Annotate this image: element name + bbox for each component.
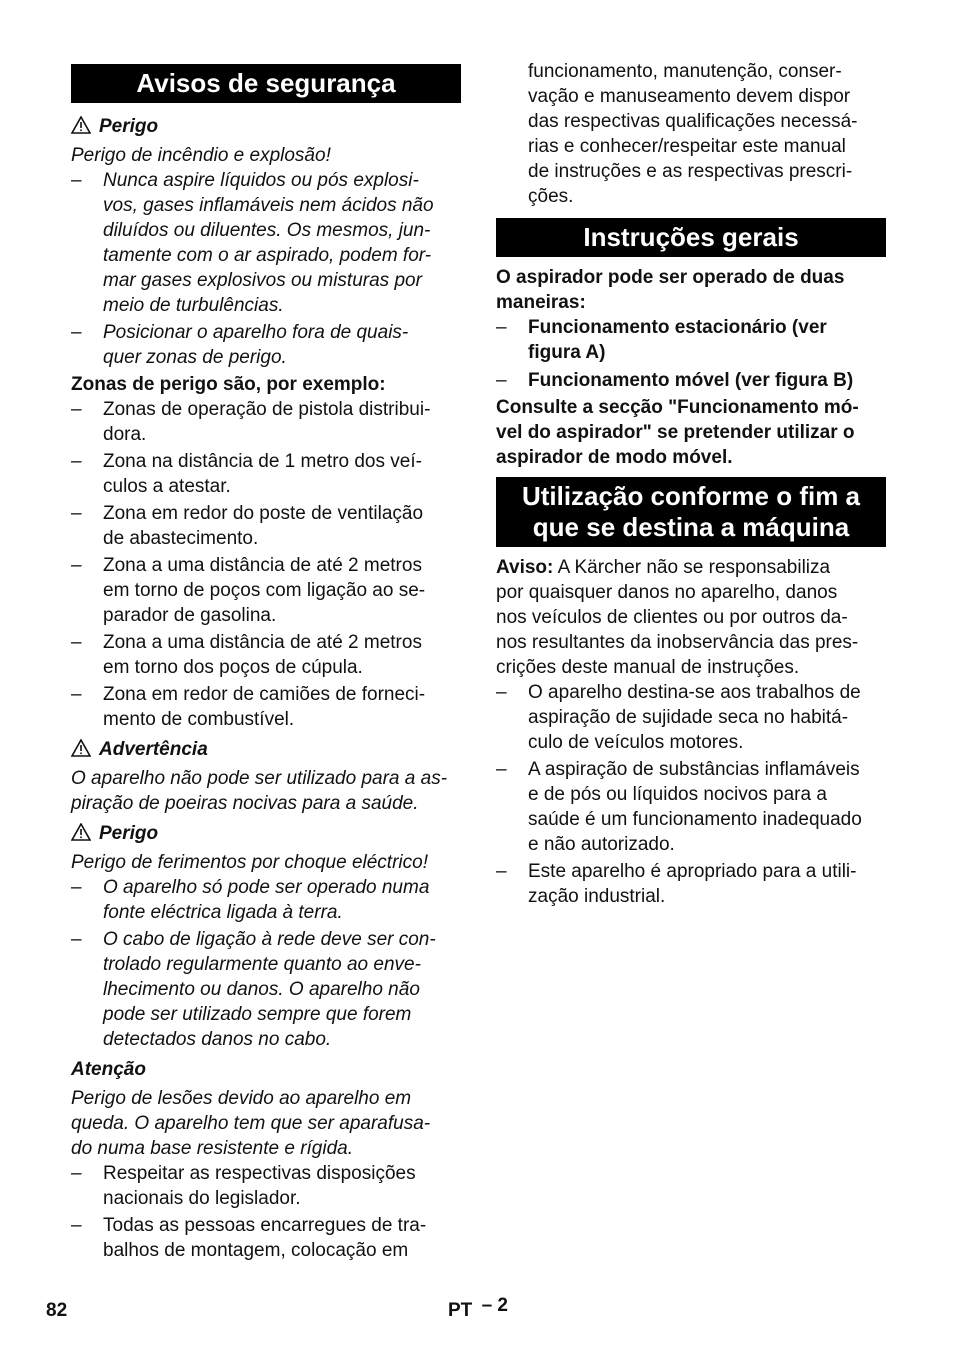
list-item: – Zona na distância de 1 metro dos veí- culos a atestar.	[71, 451, 422, 497]
attention-text: Perigo de lesões devido ao aparelho em queda. O aparelho tem que ser aparafusa- do numa base resistente e rígida.	[71, 1088, 431, 1159]
list-item: – Nunca aspire líquidos ou pós explosi- vos, gases inflamáveis nem ácidos não diluídos ou diluentes. Os mesmos, jun- tamente com o ar aspirado, podem for- mar gases explosivos ou misturas por meio de turbulências.	[71, 170, 434, 316]
warning-label: Perigo	[99, 823, 159, 844]
zones-title: Zonas de perigo são, por exemplo:	[71, 374, 386, 395]
use-list	[496, 680, 886, 909]
footer-language	[448, 1295, 508, 1323]
attention-label: Atenção	[71, 1059, 146, 1080]
warning-text: Perigo de ferimentos por choque eléctrico!	[71, 852, 428, 873]
section-heading-general: Instruções gerais	[496, 218, 886, 257]
page-number: 82	[46, 1300, 68, 1321]
dash-marker: –	[71, 322, 82, 343]
aviso-paragraph: Aviso: A Kärcher não se responsabiliza por quaisquer danos no aparelho, danos nos veículos de clientes ou por outros da- nos resultantes da inobservância das pres- crições deste manual de instruções.	[496, 557, 859, 678]
warning-label: Perigo	[99, 116, 159, 137]
list-item: – Zona em redor do poste de ventilação de abastecimento.	[71, 503, 424, 549]
list-item: – Zona a uma distância de até 2 metros em torno de poços com ligação ao se- parador de gasolina.	[71, 555, 426, 626]
warning-triangle-icon	[71, 739, 91, 757]
bullet-list	[71, 875, 461, 1052]
list-item: – Zonas de operação de pistola distribui- dora.	[71, 399, 431, 445]
bullet-list	[71, 168, 461, 370]
warning-triangle-icon	[71, 116, 91, 134]
sub-page: – 2	[481, 1295, 508, 1316]
zones-list	[71, 397, 461, 732]
list-item: – Respeitar as respectivas disposições nacionais do legislador.	[71, 1163, 416, 1209]
warning-text: O aparelho não pode ser utilizado para a as- piração de poeiras nocivas para a saúde.	[71, 768, 448, 814]
language-code: PT	[448, 1300, 473, 1321]
warning-label: Advertência	[99, 739, 208, 760]
list-item: – Este aparelho é apropriado para a utili- zação industrial.	[496, 861, 857, 907]
warning-triangle-icon	[71, 823, 91, 841]
list-item: – O aparelho destina-se aos trabalhos de aspiração de sujidade seca no habitá- culo de veículos motores.	[496, 682, 861, 753]
list-item: – Funcionamento estacionário (ver figura A)	[496, 317, 827, 363]
section-heading-safety: Avisos de segurança	[71, 64, 461, 103]
warning-text: Perigo de incêndio e explosão!	[71, 145, 331, 166]
left-column	[71, 0, 461, 1263]
continued-text: funcionamento, manutenção, conser- vação e manuseamento devem dispor das respectivas qualificações necessá- rias e conhecer/respeitar este manual de instruções e as respectivas prescri- ções.	[528, 61, 858, 207]
list-item: – Posicionar o aparelho fora de quais- quer zonas de perigo.	[71, 322, 409, 368]
warning-danger-fire	[71, 114, 461, 139]
warning-danger-electric	[71, 821, 461, 846]
right-column	[496, 0, 886, 909]
operation-list	[496, 315, 886, 393]
list-item: – O cabo de ligação à rede deve ser con- trolado regularmente quanto ao enve- lhecimento ou danos. O aparelho não pode ser utilizado sempre que forem detectados danos no cabo.	[71, 929, 436, 1050]
list-item: – Funcionamento móvel (ver figura B)	[496, 370, 854, 391]
list-item: – Todas as pessoas encarregues de tra- balhos de montagem, colocação em	[71, 1215, 427, 1261]
aviso-label: Aviso:	[496, 557, 554, 578]
consult-text: Consulte a secção "Funcionamento mó- vel do aspirador" se pretender utilizar o aspirador de modo móvel.	[496, 397, 859, 468]
list-item: – O aparelho só pode ser operado numa fonte eléctrica ligada à terra.	[71, 877, 430, 923]
dash-marker: –	[71, 170, 82, 191]
bullet-list	[71, 1161, 461, 1263]
section-heading-intended-use: Utilização conforme o fim a que se destina a máquina	[496, 477, 886, 547]
warning-advertencia	[71, 737, 461, 762]
operation-intro: O aspirador pode ser operado de duas maneiras:	[496, 267, 845, 313]
list-item: – Zona a uma distância de até 2 metros em torno dos poços de cúpula.	[71, 632, 422, 678]
list-item: – A aspiração de substâncias inflamáveis e de pós ou líquidos nocivos para a saúde é um funcionamento inadequado e não autorizado.	[496, 759, 862, 855]
list-item: – Zona em redor de camiões de forneci- mento de combustível.	[71, 684, 426, 730]
